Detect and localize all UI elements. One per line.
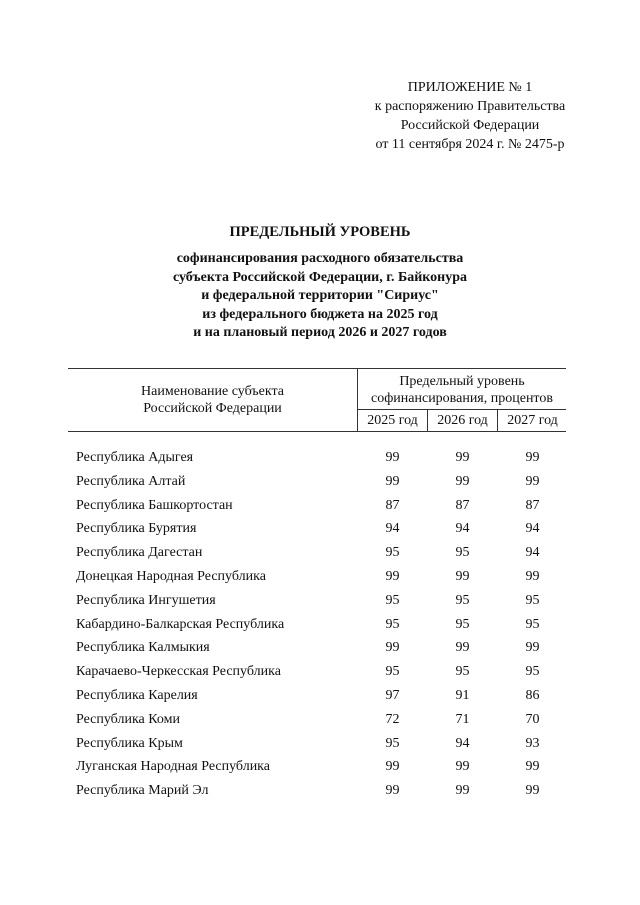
row-value-2026: 91 — [455, 687, 470, 703]
table-row — [68, 470, 566, 494]
document-subtitle — [60, 250, 580, 343]
row-value-2025: 95 — [385, 664, 400, 680]
row-subject-name: Республика Дагестан — [76, 545, 203, 561]
row-subject-name: Республика Бурятия — [76, 521, 197, 537]
table-header — [68, 368, 566, 432]
table-row — [68, 636, 566, 660]
row-value-2026: 95 — [455, 592, 470, 608]
row-value-2025: 94 — [385, 521, 400, 537]
row-value-2026: 94 — [455, 735, 470, 751]
row-value-2027: 93 — [525, 735, 540, 751]
column-header-year-2027: 2027 год — [507, 413, 558, 428]
table-body — [68, 446, 566, 803]
subtitle-line: субъекта Российской Федерации, г. Байконура — [172, 269, 468, 285]
table-row — [68, 517, 566, 541]
row-value-2026: 95 — [455, 664, 470, 680]
row-value-2026: 99 — [455, 473, 470, 489]
row-subject-name: Карачаево-Черкесская Республика — [76, 664, 281, 680]
table-row — [68, 446, 566, 470]
table-row — [68, 660, 566, 684]
row-value-2027: 86 — [525, 687, 540, 703]
row-subject-name: Кабардино-Балкарская Республика — [76, 616, 285, 632]
table-row — [68, 565, 566, 589]
subtitle-line: софинансирования расходного обязательства — [176, 251, 464, 266]
row-value-2025: 99 — [385, 759, 400, 775]
row-value-2027: 99 — [525, 759, 540, 775]
row-subject-name: Республика Марий Эл — [76, 783, 209, 799]
subtitle-line: и на плановый период 2026 и 2027 годов — [193, 325, 447, 340]
row-value-2027: 70 — [525, 711, 540, 727]
row-value-2025: 72 — [385, 711, 400, 727]
column-header-year-2026: 2026 год — [437, 413, 488, 428]
row-value-2026: 99 — [455, 450, 470, 465]
appendix-number: ПРИЛОЖЕНИЕ № 1 — [407, 80, 533, 95]
row-value-2027: 99 — [525, 450, 540, 465]
row-value-2027: 94 — [525, 521, 540, 537]
appendix-ref: к распоряжению Правительства — [374, 99, 566, 114]
row-value-2025: 95 — [385, 616, 400, 632]
table-row — [68, 779, 566, 803]
row-subject-name: Республика Коми — [76, 711, 180, 727]
row-value-2027: 99 — [525, 640, 540, 656]
table-row — [68, 541, 566, 565]
row-value-2027: 95 — [525, 616, 540, 632]
row-value-2026: 95 — [455, 545, 470, 561]
document-title: ПРЕДЕЛЬНЫЙ УРОВЕНЬ — [229, 224, 411, 240]
row-value-2027: 99 — [525, 783, 540, 799]
column-group-line2: софинансирования, процентов — [371, 391, 553, 406]
row-value-2025: 95 — [385, 735, 400, 751]
column-header-name-line2: Российской Федерации — [143, 401, 282, 416]
row-subject-name: Донецкая Народная Республика — [76, 568, 266, 584]
subtitle-line: из федерального бюджета на 2025 год — [202, 306, 438, 322]
row-subject-name: Республика Крым — [76, 735, 183, 751]
table-row — [68, 708, 566, 732]
row-subject-name: Республика Калмыкия — [76, 640, 210, 656]
row-value-2026: 99 — [455, 568, 470, 584]
row-value-2026: 99 — [455, 640, 470, 656]
column-header-name-line1: Наименование субъекта — [141, 384, 284, 399]
column-group-line1: Предельный уровень — [399, 374, 525, 389]
row-subject-name: Луганская Народная Республика — [76, 759, 270, 775]
row-subject-name: Республика Ингушетия — [76, 592, 216, 608]
row-value-2025: 95 — [385, 545, 400, 561]
appendix-block — [340, 78, 600, 154]
row-subject-name: Республика Алтай — [76, 473, 186, 489]
appendix-authority: Российской Федерации — [400, 118, 540, 133]
row-value-2026: 94 — [455, 521, 470, 537]
row-value-2027: 95 — [525, 664, 540, 680]
row-value-2026: 87 — [455, 497, 470, 513]
column-header-name — [68, 369, 357, 431]
row-value-2027: 99 — [525, 473, 540, 489]
table-row — [68, 684, 566, 708]
row-value-2025: 99 — [385, 450, 400, 465]
row-value-2027: 99 — [525, 568, 540, 584]
subtitle-line: и федеральной территории "Сириус" — [201, 288, 439, 303]
row-value-2027: 95 — [525, 592, 540, 608]
table-row — [68, 494, 566, 518]
row-value-2026: 99 — [455, 759, 470, 775]
row-value-2026: 99 — [455, 783, 470, 799]
table-row — [68, 589, 566, 613]
column-group-header — [358, 369, 566, 409]
row-subject-name: Республика Башкортостан — [76, 497, 233, 513]
row-value-2025: 99 — [385, 473, 400, 489]
table-row — [68, 755, 566, 779]
row-value-2025: 87 — [385, 497, 400, 513]
row-value-2025: 99 — [385, 568, 400, 584]
row-value-2026: 95 — [455, 616, 470, 632]
appendix-date: от 11 сентября 2024 г. № 2475-р — [375, 137, 565, 152]
row-value-2027: 87 — [525, 497, 540, 513]
row-value-2027: 94 — [525, 545, 540, 561]
table-row — [68, 732, 566, 756]
row-subject-name: Республика Адыгея — [76, 450, 194, 465]
row-value-2025: 97 — [385, 687, 400, 703]
table-row — [68, 613, 566, 637]
row-value-2025: 99 — [385, 783, 400, 799]
row-value-2025: 95 — [385, 592, 400, 608]
row-subject-name: Республика Карелия — [76, 687, 198, 703]
column-header-year-2025: 2025 год — [367, 413, 418, 428]
row-value-2025: 99 — [385, 640, 400, 656]
row-value-2026: 71 — [455, 711, 470, 727]
